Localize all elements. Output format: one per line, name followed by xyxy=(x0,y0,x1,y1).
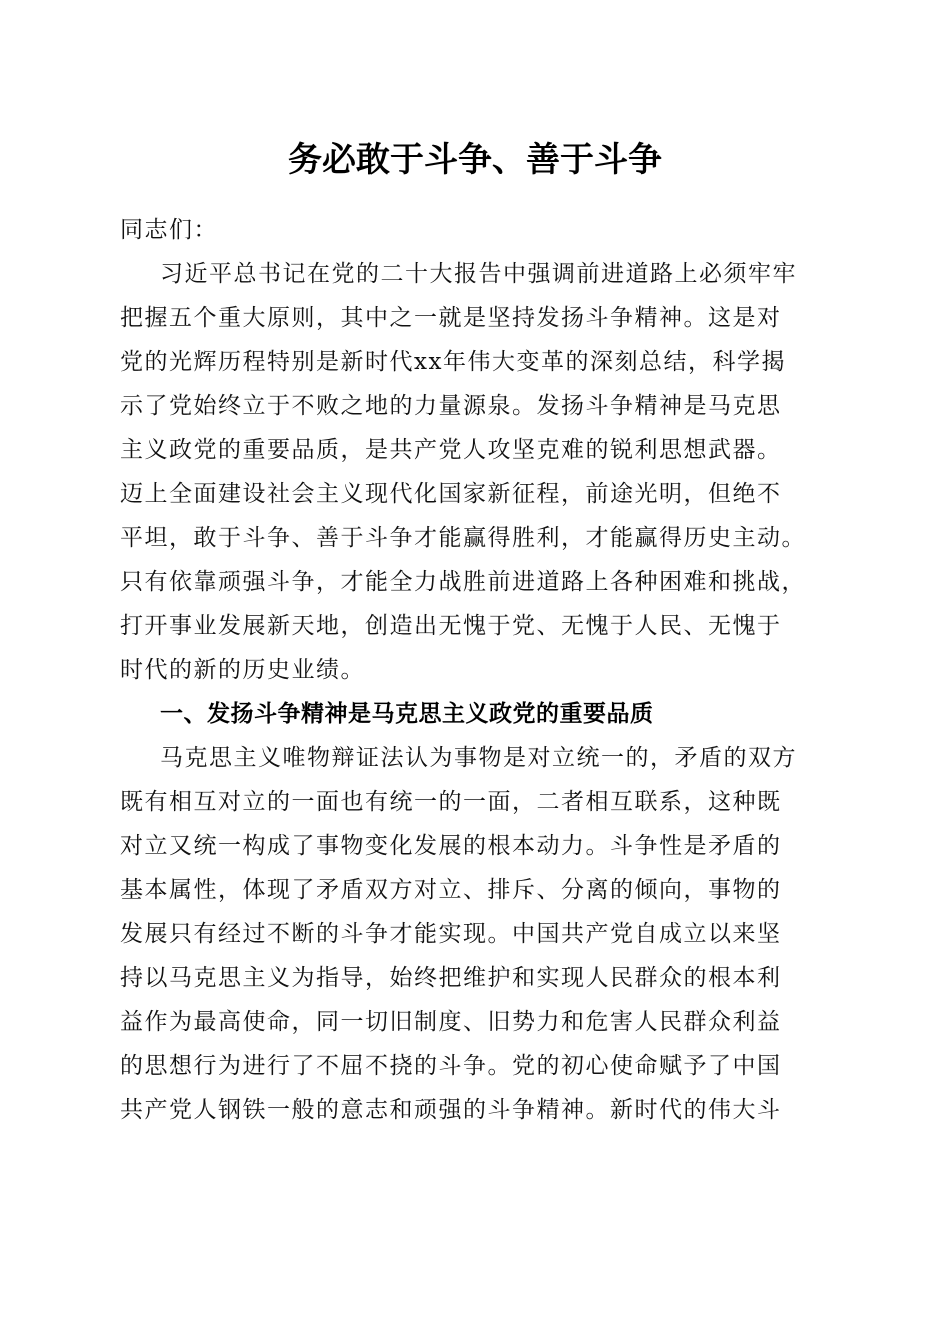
paragraph-line: 平坦，敢于斗争、善于斗争才能赢得胜利，才能赢得历史主动。 xyxy=(120,525,806,551)
paragraph-line: 基本属性，体现了矛盾双方对立、排斥、分离的倾向，事物的 xyxy=(120,877,782,903)
paragraph-line: 时代的新的历史业绩。 xyxy=(120,657,365,683)
document-body xyxy=(120,208,840,1132)
paragraph-line: 益作为最高使命，同一切旧制度、旧势力和危害人民群众利益 xyxy=(120,1009,782,1035)
paragraph-line: 主义政党的重要品质，是共产党人攻坚克难的锐利思想武器。 xyxy=(120,437,782,463)
paragraph-line: 迈上全面建设社会主义现代化国家新征程，前途光明，但绝不 xyxy=(120,481,782,507)
paragraph-line: 示了党始终立于不败之地的力量源泉。发扬斗争精神是马克思 xyxy=(120,393,782,419)
paragraph-line: 习近平总书记在党的二十大报告中强调前进道路上必须牢牢 xyxy=(160,261,797,287)
paragraph-line: 持以马克思主义为指导，始终把维护和实现人民群众的根本利 xyxy=(120,965,782,991)
salutation: 同志们： xyxy=(120,217,218,243)
section-heading: 一、发扬斗争精神是马克思主义政党的重要品质 xyxy=(160,701,654,727)
paragraph-line: 对立又统一构成了事物变化发展的根本动力。斗争性是矛盾的 xyxy=(120,833,782,859)
paragraph-line: 马克思主义唯物辩证法认为事物是对立统一的，矛盾的双方 xyxy=(160,745,797,771)
paragraph-line: 只有依靠顽强斗争，才能全力战胜前进道路上各种困难和挑战， xyxy=(120,569,806,595)
paragraph-line: 党的光辉历程特别是新时代xx年伟大变革的深刻总结，科学揭 xyxy=(120,349,786,375)
paragraph-line: 共产党人钢铁一般的意志和顽强的斗争精神。新时代的伟大斗 xyxy=(120,1097,782,1123)
paragraph-line: 既有相互对立的一面也有统一的一面，二者相互联系，这种既 xyxy=(120,789,782,815)
paragraph-line: 把握五个重大原则，其中之一就是坚持发扬斗争精神。这是对 xyxy=(120,305,782,331)
document-title: 务必敢于斗争、善于斗争 xyxy=(288,140,662,180)
paragraph-line: 的思想行为进行了不屈不挠的斗争。党的初心使命赋予了中国 xyxy=(120,1053,782,1079)
paragraph-line: 发展只有经过不断的斗争才能实现。中国共产党自成立以来坚 xyxy=(120,921,782,947)
paragraph-line: 打开事业发展新天地，创造出无愧于党、无愧于人民、无愧于 xyxy=(120,613,782,639)
